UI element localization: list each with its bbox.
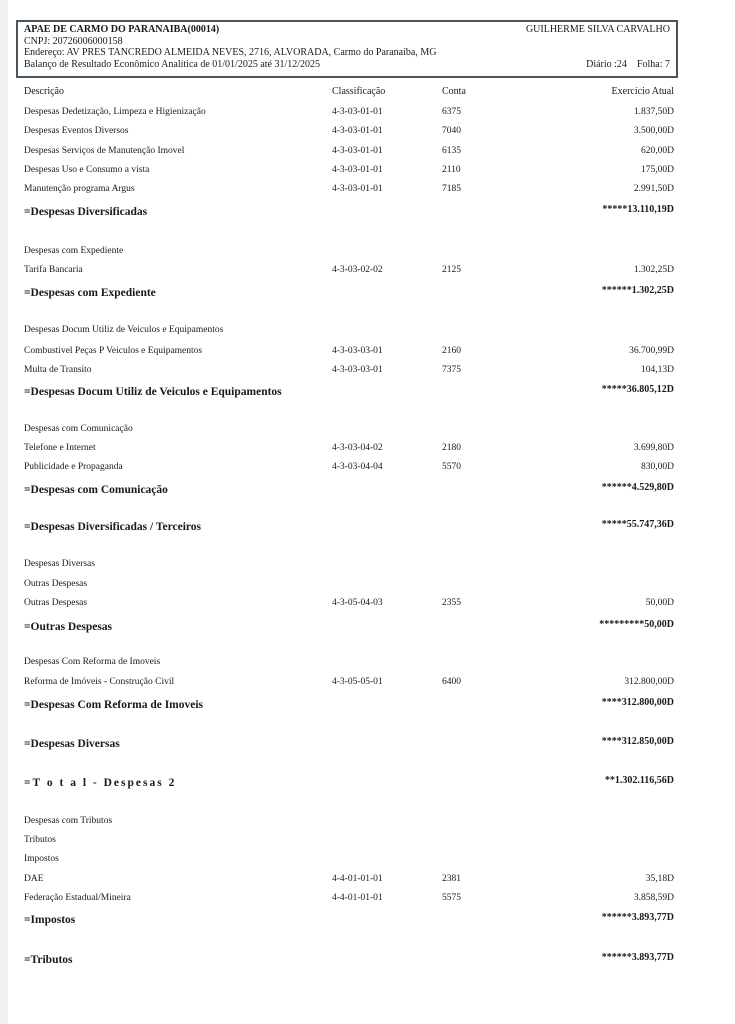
total-row xyxy=(24,484,674,500)
total-row xyxy=(24,621,674,637)
row-conta: 5570 xyxy=(442,462,461,472)
row-conta: 7375 xyxy=(442,365,461,375)
row-description: =Despesas Docum Utiliz de Veiculos e Equipamentos xyxy=(24,386,282,398)
group-header-row xyxy=(24,246,674,260)
row-description: Despesas com Expediente xyxy=(24,246,124,256)
row-valor: 104,13D xyxy=(641,365,674,375)
row-classificacao: 4-3-03-04-04 xyxy=(332,462,383,472)
row-description: Despesas Eventos Diversos xyxy=(24,126,129,136)
table-row xyxy=(24,126,674,140)
table-row xyxy=(24,893,674,907)
row-description: Combustivel Peças P Veiculos e Equipamentos xyxy=(24,346,203,356)
row-description: =Despesas Diversas xyxy=(24,738,120,750)
entity-name: APAE DE CARMO DO PARANAIBA(00014) xyxy=(24,24,220,35)
row-valor: ******1.302,25D xyxy=(601,285,674,296)
row-conta: 2355 xyxy=(442,598,461,608)
row-valor: 3.699,80D xyxy=(633,443,674,453)
row-description: Federação Estadual/Mineira xyxy=(24,893,131,903)
row-description: Manutenção programa Argus xyxy=(24,184,135,194)
table-row xyxy=(24,598,674,612)
row-valor: ****312.800,00D xyxy=(601,697,674,708)
row-valor: ******3.893,77D xyxy=(601,952,674,963)
row-classificacao: 4-4-01-01-01 xyxy=(332,874,383,884)
total-row xyxy=(24,206,674,222)
page-edge xyxy=(0,0,8,1024)
row-conta: 7185 xyxy=(442,184,461,194)
row-valor: 175,00D xyxy=(641,165,674,175)
total-row xyxy=(24,699,674,715)
row-conta: 6375 xyxy=(442,107,461,117)
group-header-row xyxy=(24,325,674,339)
row-conta: 5575 xyxy=(442,893,461,903)
col-exercicio: Exercício Atual xyxy=(611,86,674,97)
report-title: Balanço de Resultado Econômico Analítica de 01/01/2025 até 31/12/2025 xyxy=(24,58,321,70)
row-classificacao: 4-3-03-01-01 xyxy=(332,184,383,194)
row-description: Reforma de Imóveis - Construção Civil xyxy=(24,677,175,687)
row-conta: 2110 xyxy=(442,165,461,175)
row-classificacao: 4-3-05-04-03 xyxy=(332,598,383,608)
row-valor: ******4.529,80D xyxy=(601,482,674,493)
row-valor: 1.302,25D xyxy=(633,265,674,275)
row-valor: 830,00D xyxy=(641,462,674,472)
row-valor: *****13.110,19D xyxy=(602,204,674,215)
row-conta: 2381 xyxy=(442,874,461,884)
row-valor: 3.500,00D xyxy=(633,126,674,136)
total-row xyxy=(24,914,674,930)
row-classificacao: 4-3-03-03-01 xyxy=(332,365,383,375)
group-header-row xyxy=(24,835,674,849)
table-row xyxy=(24,874,674,888)
row-conta: 7040 xyxy=(442,126,461,136)
row-description: =Impostos xyxy=(24,914,76,926)
row-valor: 3.858,59D xyxy=(633,893,674,903)
row-classificacao: 4-4-01-01-01 xyxy=(332,893,383,903)
table-row xyxy=(24,184,674,198)
row-valor: **1.302.116,56D xyxy=(604,775,674,786)
row-conta: 2160 xyxy=(442,346,461,356)
row-description: Telefone e Internet xyxy=(24,443,96,453)
table-row xyxy=(24,443,674,457)
group-header-row xyxy=(24,559,674,573)
row-classificacao: 4-3-03-02-02 xyxy=(332,265,383,275)
row-valor: *********50,00D xyxy=(599,619,674,630)
group-header-row xyxy=(24,816,674,830)
diario-folha xyxy=(586,59,670,71)
row-description: Despesas Docum Utiliz de Veiculos e Equipamentos xyxy=(24,325,224,335)
row-valor: *****36.805,12D xyxy=(601,384,674,395)
row-description: =T o t a l - Despesas 2 xyxy=(24,777,177,789)
row-description: Publicidade e Propaganda xyxy=(24,462,123,472)
row-description: Impostos xyxy=(24,854,59,864)
col-conta: Conta xyxy=(442,86,466,97)
person-name: GUILHERME SILVA CARVALHO xyxy=(525,24,670,35)
row-conta: 6135 xyxy=(442,146,461,156)
row-valor: 620,00D xyxy=(641,146,674,156)
table-row xyxy=(24,462,674,476)
row-description: =Despesas com Expediente xyxy=(24,287,156,299)
row-classificacao: 4-3-03-04-02 xyxy=(332,443,383,453)
col-classificacao: Classificação xyxy=(332,86,386,97)
total-row xyxy=(24,287,674,303)
col-descricao: Descrição xyxy=(24,86,64,97)
row-description: =Despesas Com Reforma de Imoveis xyxy=(24,699,204,711)
diario: Diário :24 xyxy=(586,58,627,70)
row-classificacao: 4-3-03-03-01 xyxy=(332,346,383,356)
row-valor: 1.837,50D xyxy=(633,107,674,117)
group-header-row xyxy=(24,854,674,868)
row-description: Despesas com Comunicação xyxy=(24,424,133,434)
row-classificacao: 4-3-03-01-01 xyxy=(332,165,383,175)
cnpj: CNPJ: 20726006000158 xyxy=(24,35,123,47)
row-description: =Outras Despesas xyxy=(24,621,113,633)
row-description: Outras Despesas xyxy=(24,579,88,589)
row-description: Multa de Transito xyxy=(24,365,92,375)
row-valor: 50,00D xyxy=(645,598,674,608)
table-row xyxy=(24,107,674,121)
row-valor: 36.700,99D xyxy=(629,346,674,356)
group-header-row xyxy=(24,579,674,593)
row-classificacao: 4-3-03-01-01 xyxy=(332,126,383,136)
total-row xyxy=(24,738,674,754)
row-description: =Despesas com Comunicação xyxy=(24,484,168,496)
table-row xyxy=(24,365,674,379)
row-description: Tarifa Bancaria xyxy=(24,265,83,275)
row-valor: 2.991,50D xyxy=(633,184,674,194)
column-headers xyxy=(24,86,674,100)
row-conta: 2125 xyxy=(442,265,461,275)
row-description: DAE xyxy=(24,874,44,884)
row-classificacao: 4-3-03-01-01 xyxy=(332,107,383,117)
group-header-row xyxy=(24,424,674,438)
table-row xyxy=(24,146,674,160)
row-description: =Tributos xyxy=(24,954,73,966)
row-conta: 2180 xyxy=(442,443,461,453)
table-row xyxy=(24,677,674,691)
row-classificacao: 4-3-03-01-01 xyxy=(332,146,383,156)
row-description: Despesas com Tributos xyxy=(24,816,113,826)
table-row xyxy=(24,165,674,179)
address: Endereço: AV PRES TANCREDO ALMEIDA NEVES, 2716, ALVORADA, Carmo do Paranaíba, MG xyxy=(24,47,437,58)
total-row xyxy=(24,386,674,402)
row-description: =Despesas Diversificadas xyxy=(24,206,148,218)
row-description: Despesas Dedetização, Limpeza e Higienização xyxy=(24,107,206,117)
row-description: Despesas Serviços de Manutenção Imovel xyxy=(24,146,185,156)
row-description: Outras Despesas xyxy=(24,598,88,608)
row-description: Despesas Com Reforma de Imoveis xyxy=(24,657,161,667)
row-description: =Despesas Diversificadas / Terceiros xyxy=(24,521,202,533)
folha: Folha: 7 xyxy=(636,58,670,70)
row-valor: ****312.850,00D xyxy=(601,736,674,747)
row-valor: *****55.747,36D xyxy=(601,519,674,530)
total-row xyxy=(24,777,674,793)
table-row xyxy=(24,265,674,279)
row-classificacao: 4-3-05-05-01 xyxy=(332,677,383,687)
table-row xyxy=(24,346,674,360)
row-conta: 6400 xyxy=(442,677,461,687)
group-header-row xyxy=(24,657,674,671)
row-description: Despesas Diversas xyxy=(24,559,95,569)
row-valor: 312.800,00D xyxy=(624,677,674,687)
row-valor: ******3.893,77D xyxy=(601,912,674,923)
total-row xyxy=(24,954,674,970)
row-description: Despesas Uso e Consumo a vista xyxy=(24,165,150,175)
total-row xyxy=(24,521,674,537)
row-description: Tributos xyxy=(24,835,56,845)
report-header xyxy=(16,20,678,78)
row-valor: 35,18D xyxy=(645,874,674,884)
